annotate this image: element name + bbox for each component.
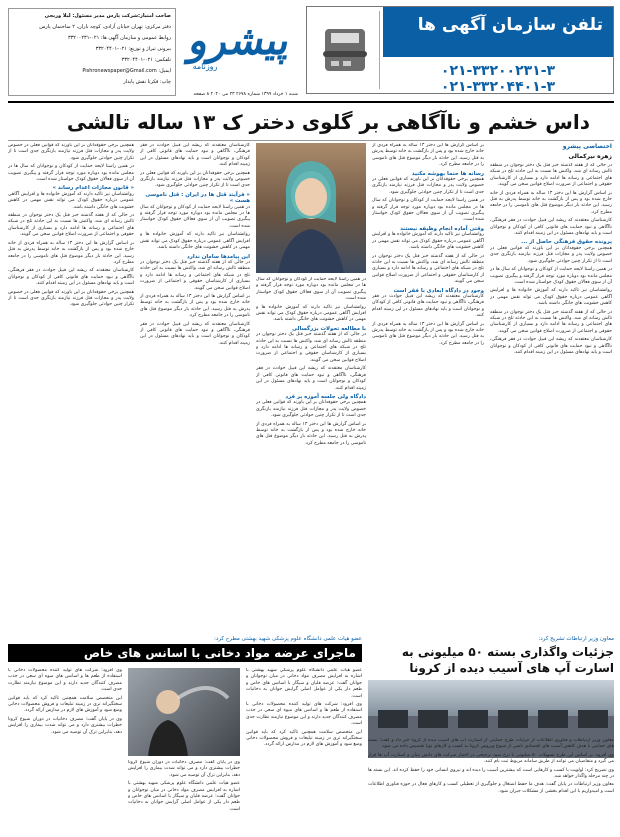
article3-col-b <box>128 760 240 832</box>
subhead: این پیامدها سامان ندارد <box>187 253 250 260</box>
paragraph: وی در پایان گفت: مصرف دخانیات در دوران شیوع کرونا خطرات بیشتری دارد و می تواند شدت بیماری را افزایش دهد، بنابراین ترک آن توصیه می شود. <box>8 716 122 735</box>
article1-kicker: اختصاصی پیشرو <box>562 143 612 150</box>
paragraph: بر اساس گزارش ها این دختر ۱۳ ساله به همراه فردی از خانه خارج شده بود و پس از بازگشت به خانه توسط پدرش به قتل رسید. این حادثه بار دیگر موضوع قتل های ناموسی را در جامعه مطرح کرد. <box>372 321 484 346</box>
paragraph: در همین راستا لایحه حمایت از کودکان و نوجوانان که سال ها در مجلس مانده بود دوباره مورد توجه قرار گرفته و پیگیری تصویب آن از سوی فعالان حقوق کودک خواستار شده است. <box>8 164 134 183</box>
article1-col3 <box>256 277 366 633</box>
divider <box>8 101 614 103</box>
paragraph: در همین راستا لایحه حمایت از کودکان و نوجوانان که سال ها در مجلس مانده بود دوباره مورد توجه قرار گرفته و پیگیری تصویب آن از سوی فعالان حقوق کودک خواستار شده است. <box>372 198 484 223</box>
paragraph: کارشناسان معتقدند که ریشه این قبیل حوادث در فقر فرهنگی، ناآگاهی و نبود حمایت های قانونی کافی از کودکان و نوجوانان است و باید نهادهای مسئول در این زمینه اقدام کنند. <box>372 293 484 319</box>
ad-box <box>306 6 614 94</box>
paragraph: وی افزود: شرکت های تولید کننده محصولات دخانی با استفاده از طعم ها و اسانس های میوه ای سعی در جذب مصرف کنندگان جدید دارند و این موضوع نیازمند نظارت جدی است. <box>246 702 362 727</box>
logo-sub: روزنامه <box>192 62 218 71</box>
paragraph: کارشناسان معتقدند که ریشه این قبیل حوادث در فقر فرهنگی، ناآگاهی و نبود حمایت های قانونی کافی از کودکان و نوجوانان است و باید نهادهای مسئول در این زمینه اقدام کنند. <box>140 143 250 168</box>
paragraph: روانشناسان نیز تاکید دارند که آموزش خانواده ها و افزایش آگاهی عمومی درباره حقوق کودک می تواند نقش مهمی در کاهش خشونت های خانگی داشته باشد. <box>256 304 366 323</box>
paragraph: وی در پایان گفت: مصرف دخانیات در دوران شیوع کرونا خطرات بیشتری دارد و می تواند شدت بیماری را افزایش دهد، بنابراین ترک آن توصیه می شود. <box>128 760 240 778</box>
article2-kicker: معاون وزیر ارتباطات تشریح کرد: <box>538 636 614 642</box>
paragraph: عضو هیات علمی دانشگاه علوم پزشکی شهید بهشتی با اشاره به افزایش مصرف مواد دخانی در میان نوجوانان و جوانان گفت: عرضه قلیان و سیگار با اسانس های خاص و طعم دار یکی از عوامل اصلی گرایش جوانان به دخانیات است. <box>246 668 362 699</box>
paragraph: وی تصریح کرد: اولویت با کسب و کارهایی است که بیشترین آسیب را دیده اند و نیروی انسانی خود را حفظ کرده اند. این بسته ها در چند مرحله واگذار خواهد شد. <box>368 767 614 780</box>
paragraph: عضو هیات علمی دانشگاه علوم پزشکی شهید بهشتی با اشاره به افزایش مصرف مواد دخانی در میان نوجوانان و جوانان گفت: عرضه قلیان و سیگار با اسانس های خاص و طعم دار یکی از عوامل اصلی گرایش جوانان به دخانیات است. <box>128 781 240 812</box>
paragraph: همچنین برخی حقوقدانان بر این باورند که قوانین فعلی در خصوص ولایت پدر و مجازات قتل فرزند نیازمند بازنگری جدی است تا از تکرار چنین حوادثی جلوگیری شود. <box>8 143 134 161</box>
paragraph: بر اساس گزارش ها این دختر ۱۳ ساله به همراه فردی از خانه خارج شده بود و پس از بازگشت به خانه توسط پدرش به قتل رسید. این حادثه بار دیگر موضوع قتل های ناموسی را در جامعه مطرح کرد. <box>8 240 134 265</box>
paragraph: همچنین برخی حقوقدانان بر این باورند که قوانین فعلی در خصوص ولایت پدر و مجازات قتل فرزند نیازمند بازنگری جدی است تا از تکرار چنین حوادثی جلوگیری شود. <box>140 170 250 189</box>
paragraph: روانشناسان نیز تاکید دارند که آموزش خانواده ها و افزایش آگاهی عمومی درباره حقوق کودک می تواند نقش مهمی در کاهش خشونت های خانگی داشته باشد. <box>8 191 134 210</box>
ad-phone: ۰۲۱-۳۳۲۰۰۲۳۱-۳ ۰۲۱-۳۳۲۰۴۴۰۱-۳ <box>440 63 556 95</box>
subhead: وجود در دادگاه ابعادی با فقر است <box>393 287 484 294</box>
paragraph: در حالی که از هفته گذشته خبر قتل یک دختر نوجوان در منطقه تالش رسانه ای شد، واکنش ها نسبت به این حادثه تلخ در شبکه های اجتماعی و رسانه ها ادامه دارد و بسیاری از کارشناسان حقوقی و اجتماعی از ضرورت اصلاح قوانین سخن می گویند. <box>372 253 484 285</box>
article3-col-c <box>8 668 122 832</box>
contact-line: بیرونی تیراژ و توزیع: ۰۲۱-۳۳۲۰۴۴۰۱ <box>95 46 171 52</box>
paragraph: کارشناسان معتقدند که ریشه این قبیل حوادث در فقر فرهنگی، ناآگاهی و نبود حمایت های قانونی کافی از کودکان و نوجوانان است و باید نهادهای مسئول در این زمینه اقدام کنند. <box>256 366 366 391</box>
paragraph: در همین راستا لایحه حمایت از کودکان و نوجوانان که سال ها در مجلس مانده بود دوباره مورد توجه قرار گرفته و پیگیری تصویب آن از سوی فعالان حقوق کودک خواستار شده است. <box>490 267 612 285</box>
paragraph: بر اساس گزارش ها این دختر ۱۳ ساله به همراه فردی از خانه خارج شده بود و پس از بازگشت به خانه توسط پدرش به قتل رسید. این حادثه بار دیگر موضوع قتل های ناموسی را در جامعه مطرح کرد. <box>256 421 366 446</box>
subhead: وقتی آماده انجام وظیفه نیستند <box>400 225 484 232</box>
article1-headline: داس خشم و ناآگاهی بر گلوی دختر ک ۱۳ ساله تالشی <box>66 110 590 134</box>
article1-photo <box>256 143 366 273</box>
ad-title: تلفن سازمان آگهی ها <box>417 15 603 35</box>
contact-line: صاحب امتیاز:شرکت پارس مدیر مسئول: لیلا وریجی <box>44 13 171 19</box>
paragraph: این متخصص سلامت همچنین تاکید کرد که باید قوانین سختگیرانه تری در زمینه تبلیغات و فروش محصولات دخانی وضع شود و آموزش های لازم در مدارس ارائه گردد. <box>246 729 362 748</box>
masthead <box>0 0 620 100</box>
paragraph: همچنین برخی حقوقدانان بر این باورند که قوانین فعلی در خصوص ولایت پدر و مجازات قتل فرزند نیازمند بازنگری جدی است تا از تکرار چنین حوادثی جلوگیری شود. <box>490 245 612 264</box>
paragraph: در حالی که از هفته گذشته خبر قتل یک دختر نوجوان در منطقه تالش رسانه ای شد، واکنش ها نسبت به این حادثه تلخ در شبکه های اجتماعی و رسانه ها ادامه دارد و بسیاری از کارشناسان حقوقی و اجتماعی از ضرورت اصلاح قوانین سخن می گویند. <box>490 163 612 188</box>
paragraph: بر اساس گزارش ها این دختر ۱۳ ساله به همراه فردی از خانه خارج شده بود و پس از بازگشت به خانه توسط پدرش به قتل رسید. این حادثه بار دیگر موضوع قتل های ناموسی را در جامعه مطرح کرد. <box>490 190 612 215</box>
phone-icon <box>311 11 380 89</box>
paragraph: همچنین برخی حقوقدانان بر این باورند که قوانین فعلی در خصوص ولایت پدر و مجازات قتل فرزند نیازمند بازنگری جدی است تا از تکرار چنین حوادثی جلوگیری شود. <box>8 289 134 308</box>
paragraph: در همین راستا لایحه حمایت از کودکان و نوجوانان که سال ها در مجلس مانده بود دوباره مورد توجه قرار گرفته و پیگیری تصویب آن از سوی فعالان حقوق کودک خواستار شده است. <box>256 277 366 302</box>
subhead: پرونده حقوق فرهنگی حاصل از ... <box>521 239 612 246</box>
paragraph: در حالی که از هفته گذشته خبر قتل یک دختر نوجوان در منطقه تالش رسانه ای شد، واکنش ها نسبت به این حادثه تلخ در شبکه های اجتماعی و رسانه ها ادامه دارد و بسیاری از کارشناسان حقوقی و اجتماعی از ضرورت اصلاح قوانین سخن می گویند. <box>140 259 250 291</box>
paragraph: همچنین برخی حقوقدانان بر این باورند که قوانین فعلی در خصوص ولایت پدر و مجازات قتل فرزند نیازمند بازنگری جدی است تا از تکرار چنین حوادثی جلوگیری شود. <box>372 177 484 195</box>
article1-col1 <box>8 143 134 633</box>
paragraph: معاون وزیر ارتباطات و فناوری اطلاعات از جزئیات طرح حمایتی از استارت آپ های آسیب دیده از کرونا خبر داد و گفت: بسته های حمایتی با هدف کاهش آسیب های اقتصادی ناشی از شیوع ویروس کرونا به کسب و کارهای نوپا تخصیص داده می شود. <box>368 738 614 750</box>
paragraph: در حالی که از هفته گذشته خبر قتل یک دختر نوجوان در منطقه تالش رسانه ای شد، واکنش ها نسبت به این حادثه تلخ در شبکه های اجتماعی و رسانه ها ادامه دارد و بسیاری از کارشناسان حقوقی و اجتماعی از ضرورت اصلاح قوانین سخن می گویند. <box>256 332 366 363</box>
paragraph: در همین راستا لایحه حمایت از کودکان و نوجوانان که سال ها در مجلس مانده بود دوباره مورد توجه قرار گرفته و پیگیری تصویب آن از سوی فعالان حقوق کودک خواستار شده است. <box>140 204 250 229</box>
contact-line: روابط عمومی و سازمان آگهی ها: ۰۲۱-۳۳۲۰۰۲۳۱ <box>67 35 171 41</box>
paragraph: روانشناسان نیز تاکید دارند که آموزش خانواده ها و افزایش آگاهی عمومی درباره حقوق کودک می تواند نقش مهمی در کاهش خشونت های خانگی داشته باشد. <box>372 232 484 251</box>
contact-line: تلفکس: ۰۲۱-۳۳۲۰۴۴۰۱ <box>121 57 171 63</box>
subhead: « قانون مجازات اعدام رساند » <box>52 185 134 192</box>
subhead: با مطالعه تحولات بزرگسالی <box>292 325 366 332</box>
article3-col-a <box>246 668 362 832</box>
paragraph: بر اساس گزارش ها این دختر ۱۳ ساله به همراه فردی از خانه خارج شده بود و پس از بازگشت به خانه توسط پدرش به قتل رسید. این حادثه بار دیگر موضوع قتل های ناموسی را در جامعه مطرح کرد. <box>372 143 484 168</box>
logo <box>180 6 300 92</box>
article3-photo <box>128 668 240 756</box>
contact-line: ایمیل: Pishronewspaper@Gmail.com <box>82 68 171 74</box>
headline-rule <box>8 140 614 141</box>
subhead: دادگاه ولی جلسه آموزه بر فرد <box>285 393 366 400</box>
article3-headline: ماجرای عرضه مواد دخانی با اسانس های خاص <box>8 644 362 662</box>
paragraph: در حالی که از هفته گذشته خبر قتل یک دختر نوجوان در منطقه تالش رسانه ای شد، واکنش ها نسبت به این حادثه تلخ در شبکه های اجتماعی و رسانه ها ادامه دارد و بسیاری از کارشناسان حقوقی و اجتماعی از ضرورت اصلاح قوانین سخن می گویند. <box>8 213 134 238</box>
article3-kicker: عضو هیات علمی دانشگاه علوم پزشکی شهید بهشتی مطرح کرد: <box>214 636 362 642</box>
paragraph: روانشناسان نیز تاکید دارند که آموزش خانواده ها و افزایش آگاهی عمومی درباره حقوق کودک می تواند نقش مهمی در کاهش خشونت های خانگی داشته باشد. <box>490 288 612 307</box>
issue-line: شنبه ۱ خرداد ۱۳۹۹ شماره ۲۶۷۸ ۲۳ می ۲۰۲۰ ۸ صفحه <box>193 92 298 97</box>
paragraph: روانشناسان نیز تاکید دارند که آموزش خانواده ها و افزایش آگاهی عمومی درباره حقوق کودک می تواند نقش مهمی در کاهش خشونت های خانگی داشته باشد. <box>140 232 250 251</box>
article1-col5 <box>490 143 612 633</box>
paragraph: معاون وزیر ارتباطات در پایان گفت: هدف ما حفظ اشتغال و جلوگیری از تعطیلی کسب و کارهای فعال در حوزه فناوری اطلاعات است و امیدواریم با این اقدام بخشی از مشکلات جبران شود. <box>368 782 614 794</box>
subhead: رسانه ها حتما بهوشه مکنید <box>411 170 484 177</box>
article1-col4 <box>372 143 484 633</box>
paragraph: همچنین برخی حقوقدانان بر این باورند که قوانین فعلی در خصوص ولایت پدر و مجازات قتل فرزند نیازمند بازنگری جدی است تا از تکرار چنین حوادثی جلوگیری شود. <box>256 400 366 419</box>
article3 <box>8 636 362 832</box>
contact-line: دفتر مرکزی: تهران خیابان آزادی، کوچه باران، ۲ ساختمان پارس <box>39 24 171 30</box>
paragraph: کارشناسان معتقدند که ریشه این قبیل حوادث در فقر فرهنگی، ناآگاهی و نبود حمایت های قانونی کافی از کودکان و نوجوانان است و باید نهادهای مسئول در این زمینه اقدام کنند. <box>8 268 134 287</box>
article2-text <box>368 738 614 832</box>
paragraph: کارشناسان معتقدند که ریشه این قبیل حوادث در فقر فرهنگی، ناآگاهی و نبود حمایت های قانونی کافی از کودکان و نوجوانان است و باید نهادهای مسئول در این زمینه اقدام کنند. <box>140 321 250 346</box>
article1-col2 <box>140 143 250 633</box>
paragraph: در حالی که از هفته گذشته خبر قتل یک دختر نوجوان در منطقه تالش رسانه ای شد، واکنش ها نسبت به این حادثه تلخ در شبکه های اجتماعی و رسانه ها ادامه دارد و بسیاری از کارشناسان حقوقی و اجتماعی از ضرورت اصلاح قوانین سخن می گویند. <box>490 309 612 334</box>
paragraph: کارشناسان معتقدند که ریشه این قبیل حوادث در فقر فرهنگی، ناآگاهی و نبود حمایت های قانونی کافی از کودکان و نوجوانان است و باید نهادهای مسئول در این زمینه اقدام کنند. <box>490 337 612 355</box>
contact-line: چاپ: فکرتا نقش پایدار <box>123 79 171 85</box>
paragraph: وی افزود: شرکت های تولید کننده محصولات دخانی با استفاده از طعم ها و اسانس های میوه ای سعی در جذب مصرف کنندگان جدید دارند و این موضوع نیازمند نظارت جدی است. <box>8 668 122 693</box>
paragraph: این متخصص سلامت همچنین تاکید کرد که باید قوانین سختگیرانه تری در زمینه تبلیغات و فروش محصولات دخانی وضع شود و آموزش های لازم در مدارس ارائه گردد. <box>8 695 122 714</box>
paragraph: بر اساس گزارش ها این دختر ۱۳ ساله به همراه فردی از خانه خارج شده بود و پس از بازگشت به خانه توسط پدرش به قتل رسید. این حادثه بار دیگر موضوع قتل های ناموسی را در جامعه مطرح کرد. <box>140 293 250 319</box>
article2-headline: جزئیات واگذاری بسته ۵۰ میلیونی به اسارت آپ های آسیب دیده از کرونا <box>401 645 614 675</box>
article1-byline: زهره نیرکمالی <box>568 153 612 160</box>
contact-box <box>8 8 176 96</box>
paragraph: وی افزود: بر اساس این طرح تسهیلات ۵۰ میلیونی با نرخ سود ترجیحی در اختیار شرکت های دانش بنیان و استارت آپ ها قرار می گیرد و متقاضیان می توانند از طریق سامانه مربوط ثبت نام کنند. <box>368 752 614 765</box>
paragraph: کارشناسان معتقدند که ریشه این قبیل حوادث در فقر فرهنگی، ناآگاهی و نبود حمایت های قانونی کافی از کودکان و نوجوانان است و باید نهادهای مسئول در این زمینه اقدام کنند. <box>490 218 612 237</box>
logo-text: پیشرو <box>185 17 295 64</box>
caption: « فرآیند قتل ها در ایران : قتل ناموسی هست » <box>145 191 250 205</box>
